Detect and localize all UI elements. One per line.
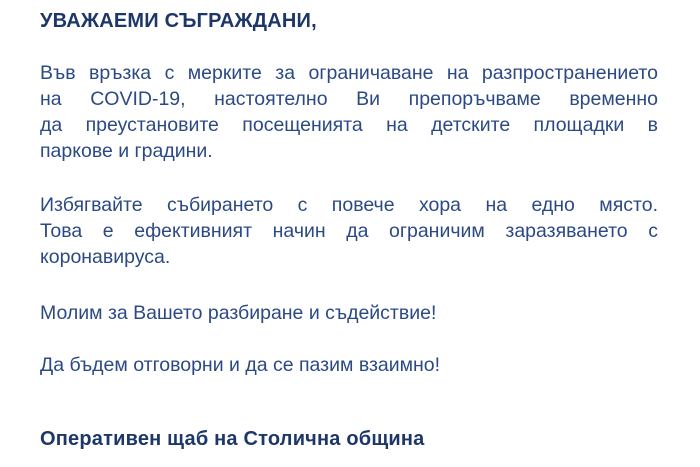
paragraph-line: Това е ефективният начин да ограничим заразяването с bbox=[40, 220, 658, 242]
paragraph-line: Във връзка с мерките за ограничаване на разпространението bbox=[40, 62, 658, 84]
paragraph-covid-measures bbox=[40, 60, 658, 164]
paragraph-avoid-gatherings bbox=[40, 192, 658, 270]
paragraph-line: Избягвайте събирането с повече хора на едно място. bbox=[40, 194, 658, 216]
paragraph-line: коронавируса. bbox=[40, 246, 171, 268]
paragraph-line: паркове и градини. bbox=[40, 140, 213, 162]
announcement-heading: УВАЖАЕМИ СЪГРАЖДАНИ, bbox=[40, 10, 317, 32]
paragraph-line: на COVID-19, настоятелно Ви препоръчваме временно bbox=[40, 88, 658, 110]
paragraph-line: да преустановите посещенията на детските площадки в bbox=[40, 114, 658, 136]
appeal-understanding: Молим за Вашето разбиране и съдействие! bbox=[40, 302, 437, 324]
signature-operational-hq: Оперативен щаб на Столична община bbox=[40, 428, 425, 450]
appeal-responsibility: Да бъдем отговорни и да се пазим взаимно! bbox=[40, 354, 441, 376]
